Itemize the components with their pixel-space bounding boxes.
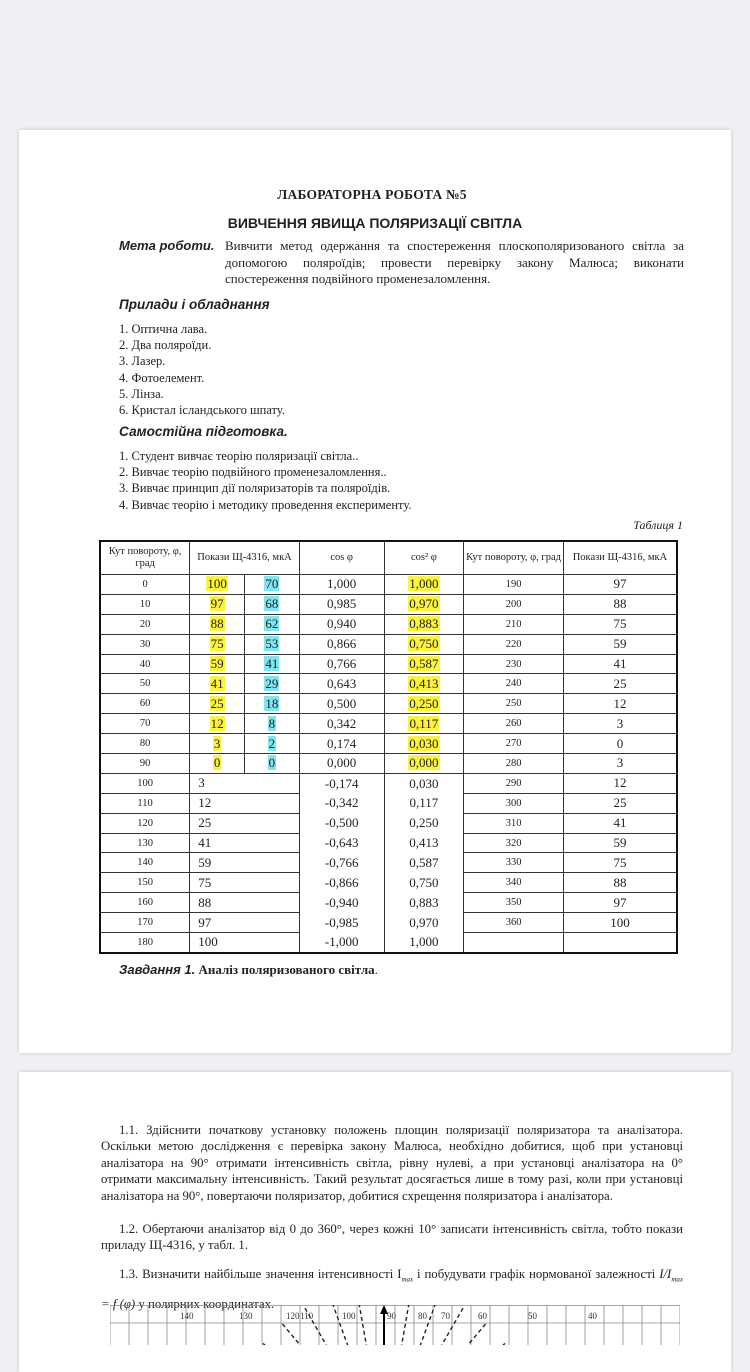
cell-angle-2: 290 — [464, 773, 564, 793]
highlight-cyan: 2 — [268, 735, 276, 751]
table-row — [100, 734, 677, 754]
cell-cos2 — [384, 913, 464, 933]
cell-reading-2 — [245, 734, 300, 754]
cos-value: -0,174 — [324, 775, 359, 791]
cell-reading-2 — [245, 614, 300, 634]
highlight-yellow: 0,030 — [409, 735, 439, 751]
table-row — [100, 634, 677, 654]
grid-angle-label: 90 — [387, 1311, 396, 1321]
table-row — [100, 654, 677, 674]
task-dot: . — [374, 962, 378, 977]
cell-reading-3: 88 — [563, 873, 677, 893]
cell-reading-3: 97 — [563, 575, 677, 595]
highlight-yellow: 3 — [213, 735, 221, 751]
cell-reading-1: 25 — [190, 813, 300, 833]
cell-angle-2: 250 — [464, 694, 564, 714]
highlight-yellow: 0,587 — [409, 656, 439, 671]
cell-angle: 40 — [100, 654, 190, 674]
header-cos2: cos² φ — [384, 541, 464, 575]
cos2-value: 0,250 — [409, 815, 439, 831]
table-row — [100, 793, 677, 813]
list-item: 3. Вивчає принцип дії поляризаторів та поляроїдів. — [119, 481, 391, 496]
cell-angle-2: 310 — [464, 813, 564, 833]
cos2-value: 0,587 — [409, 854, 439, 870]
highlight-yellow: 59 — [210, 656, 224, 671]
cell-reading-3: 3 — [563, 714, 677, 734]
aim-paragraph — [119, 238, 684, 288]
paragraph-1-2: 1.2. Обертаючи аналізатор від 0 до 360°, через кожні 10° записати інтенсивність світла, тобто покази приладу Щ-4316, у табл. 1. — [101, 1222, 683, 1253]
formula-subscript: max — [671, 1275, 683, 1284]
aim-text: Вивчити метод одержання та спостереження плоскополяризованого світла за допомогою поляроїдів; провести перевірку закону Малюса; виконати спостереження подвійного променезаломлення. — [225, 238, 684, 286]
cos-value: -0,940 — [324, 894, 359, 910]
cell-cos — [299, 873, 384, 893]
cell-cos2 — [384, 853, 464, 873]
cell-angle-2: 260 — [464, 714, 564, 734]
highlight-yellow: 25 — [210, 695, 224, 711]
grid-angle-label: 40 — [588, 1311, 597, 1321]
document-page-1 — [19, 130, 731, 1053]
document-page-2 — [19, 1072, 731, 1372]
cell-cos: 0,000 — [299, 754, 384, 774]
cell-cos2 — [384, 893, 464, 913]
cell-angle-2: 340 — [464, 873, 564, 893]
cos-value: -0,985 — [324, 914, 359, 930]
cos-value: -0,866 — [324, 874, 359, 890]
table-row — [100, 773, 677, 793]
cell-cos2 — [384, 813, 464, 833]
cos-value: -0,342 — [324, 795, 359, 811]
cell-angle: 70 — [100, 714, 190, 734]
cos2-value: 0,413 — [409, 835, 439, 851]
cell-reading-1 — [190, 654, 245, 674]
cell-cos2 — [384, 714, 464, 734]
aim-label: Мета роботи. — [119, 238, 215, 253]
table-row — [100, 594, 677, 614]
cell-cos2 — [384, 654, 464, 674]
cell-reading-1: 75 — [190, 873, 300, 893]
highlight-cyan: 8 — [268, 715, 276, 731]
cell-cos2 — [384, 614, 464, 634]
cell-reading-1 — [190, 575, 245, 595]
cell-cos — [299, 813, 384, 833]
highlight-yellow: 41 — [210, 675, 224, 691]
table-row — [100, 913, 677, 933]
highlight-cyan: 62 — [265, 616, 279, 632]
cell-reading-1: 12 — [190, 793, 300, 813]
table-row — [100, 893, 677, 913]
highlight-cyan: 18 — [265, 695, 279, 711]
cell-angle-2: 270 — [464, 734, 564, 754]
grid-angle-label: 130 — [239, 1311, 253, 1321]
cos2-value: 0,030 — [409, 775, 439, 791]
lab-work-title: ЛАБОРАТОРНА РОБОТА №5 — [277, 187, 467, 202]
table-row — [100, 714, 677, 734]
cell-angle-2: 300 — [464, 793, 564, 813]
task-text: Аналіз поляризованого світла — [198, 962, 375, 977]
cos-value: -0,766 — [324, 854, 359, 870]
cell-angle-2: 220 — [464, 634, 564, 654]
cell-angle: 0 — [100, 575, 190, 595]
cell-cos2 — [384, 734, 464, 754]
cell-reading-3: 100 — [563, 913, 677, 933]
cell-cos2 — [384, 674, 464, 694]
highlight-yellow: 75 — [210, 636, 224, 652]
cell-angle: 20 — [100, 614, 190, 634]
cell-angle: 150 — [100, 873, 190, 893]
cell-angle-2 — [464, 933, 564, 953]
cell-reading-3: 97 — [563, 893, 677, 913]
cell-angle: 140 — [100, 853, 190, 873]
cell-angle-2: 210 — [464, 614, 564, 634]
cell-cos: 0,174 — [299, 734, 384, 754]
table-row — [100, 813, 677, 833]
cell-angle: 160 — [100, 893, 190, 913]
table-row — [100, 833, 677, 853]
cell-cos2 — [384, 634, 464, 654]
preparation-heading: Самостійна підготовка. — [119, 424, 288, 439]
cell-reading-3: 25 — [563, 674, 677, 694]
cell-angle: 120 — [100, 813, 190, 833]
cell-angle-2: 330 — [464, 853, 564, 873]
equipment-list — [119, 321, 285, 418]
cos2-value: 1,000 — [409, 934, 439, 950]
cell-reading-2 — [245, 714, 300, 734]
imax-subscript: max — [401, 1275, 414, 1284]
header-angle: Кут повороту, φ, град — [100, 541, 190, 575]
cell-cos: 1,000 — [299, 575, 384, 595]
highlight-cyan: 0 — [268, 755, 276, 771]
cell-reading-2 — [245, 634, 300, 654]
cell-reading-1: 97 — [190, 913, 300, 933]
cell-reading-3: 41 — [563, 813, 677, 833]
list-item: 1. Студент вивчає теорію поляризації світла.. — [119, 449, 359, 463]
cell-reading-1 — [190, 634, 245, 654]
cos-value: -0,500 — [324, 815, 359, 831]
cell-cos — [299, 833, 384, 853]
cell-cos: 0,866 — [299, 634, 384, 654]
cell-cos: 0,500 — [299, 694, 384, 714]
cell-reading-1 — [190, 674, 245, 694]
cell-cos: 0,985 — [299, 594, 384, 614]
cell-angle-2: 190 — [464, 575, 564, 595]
highlight-cyan: 68 — [265, 596, 279, 612]
highlight-cyan: 41 — [265, 656, 279, 671]
cell-reading-1 — [190, 714, 245, 734]
cell-angle: 170 — [100, 913, 190, 933]
grid-angle-label: 120 — [286, 1311, 300, 1321]
cell-reading-3: 25 — [563, 793, 677, 813]
cos-value: -0,643 — [324, 835, 359, 851]
equipment-heading: Прилади і обладнання — [119, 297, 270, 312]
cell-cos2 — [384, 754, 464, 774]
cell-reading-1 — [190, 754, 245, 774]
highlight-yellow: 0,117 — [409, 715, 439, 731]
highlight-yellow: 1,000 — [409, 576, 439, 592]
cell-cos2 — [384, 793, 464, 813]
cell-cos — [299, 933, 384, 953]
cell-reading-3: 88 — [563, 594, 677, 614]
p13-text-a: 1.3. Визначити найбільше значення інтенсивності I — [119, 1267, 402, 1281]
cell-angle: 80 — [100, 734, 190, 754]
cell-reading-2 — [245, 654, 300, 674]
list-item: 2. Вивчає теорію подвійного променезаломлення.. — [119, 465, 387, 480]
list-item: 5. Лінза. — [119, 386, 164, 401]
formula-part-2: = f (φ) — [101, 1296, 136, 1311]
highlight-yellow: 100 — [207, 576, 227, 592]
cell-angle-2: 240 — [464, 674, 564, 694]
grid-angle-label: 50 — [528, 1311, 537, 1321]
cell-reading-3 — [563, 933, 677, 953]
cell-reading-2 — [245, 694, 300, 714]
cell-reading-1: 41 — [190, 833, 300, 853]
paragraph-1-1: 1.1. Здійснити початкову установку положень площин поляризації поляризатора та аналізатора. Оскільки метою дослідження є перевірка закону Малюса, необхідно добитися, щоб при установці аналізатора на 90° отримати інтенсивність світла, рівну нулеві, а при установці аналізатора на 0° отримати максимальну інтенсивність. Такий результат досягається лише в тому разі, коли при установці аналізатора на 90°, повертаючи поляризатор, добитися схрещення поляризатора і аналізатора. — [101, 1123, 683, 1203]
cos2-value: 0,883 — [409, 894, 439, 910]
cell-reading-3: 3 — [563, 754, 677, 774]
p13-text-c: у полярних координатах. — [135, 1296, 275, 1311]
cell-reading-1 — [190, 694, 245, 714]
cell-angle-2: 230 — [464, 654, 564, 674]
list-item: 6. Кристал ісландського шпату. — [119, 403, 285, 418]
p13-text-b: і побудувати графік нормованої залежності — [413, 1267, 660, 1281]
list-item: 1. Оптична лава. — [119, 322, 208, 336]
cell-reading-1: 88 — [190, 893, 300, 913]
cell-angle: 100 — [100, 773, 190, 793]
cell-cos2 — [384, 594, 464, 614]
cell-cos: 0,766 — [299, 654, 384, 674]
highlight-yellow: 88 — [210, 616, 224, 632]
list-item: 3. Лазер. — [119, 354, 166, 369]
list-item: 2. Два поляроїди. — [119, 338, 212, 353]
table-row — [100, 754, 677, 774]
table-row — [100, 694, 677, 714]
grid-angle-label: 110 — [300, 1311, 314, 1321]
cell-cos — [299, 853, 384, 873]
highlight-yellow: 97 — [210, 596, 224, 612]
cell-cos2 — [384, 833, 464, 853]
cell-cos: 0,643 — [299, 674, 384, 694]
cell-cos — [299, 893, 384, 913]
cell-reading-3: 75 — [563, 853, 677, 873]
cell-angle-2: 280 — [464, 754, 564, 774]
cell-cos — [299, 793, 384, 813]
highlight-cyan: 29 — [265, 675, 279, 691]
cos2-value: 0,750 — [409, 874, 439, 890]
grid-angle-label: 60 — [478, 1311, 487, 1321]
cell-angle: 30 — [100, 634, 190, 654]
highlight-cyan: 53 — [265, 636, 279, 652]
table-header-row — [100, 541, 677, 575]
cell-angle-2: 360 — [464, 913, 564, 933]
cell-angle: 110 — [100, 793, 190, 813]
table-row — [100, 674, 677, 694]
cell-cos2 — [384, 933, 464, 953]
cell-cos — [299, 773, 384, 793]
table-caption: Таблиця 1 — [633, 518, 683, 532]
cell-reading-3: 59 — [563, 634, 677, 654]
highlight-cyan: 70 — [265, 576, 279, 592]
cell-cos2 — [384, 873, 464, 893]
cell-reading-2 — [245, 594, 300, 614]
cell-reading-3: 12 — [563, 694, 677, 714]
highlight-yellow: 0,000 — [409, 755, 439, 771]
cell-reading-2 — [245, 575, 300, 595]
cell-reading-1: 100 — [190, 933, 300, 953]
cell-angle: 10 — [100, 594, 190, 614]
cell-reading-2 — [245, 754, 300, 774]
header-angle-2: Кут повороту, φ, град — [464, 541, 564, 575]
cell-reading-1 — [190, 614, 245, 634]
highlight-yellow: 0,250 — [409, 695, 439, 711]
cell-reading-3: 59 — [563, 833, 677, 853]
cell-cos2 — [384, 694, 464, 714]
highlight-yellow: 0,883 — [409, 616, 439, 632]
task-1-heading — [119, 962, 378, 978]
grid-angle-label: 140 — [180, 1311, 194, 1321]
cell-angle: 130 — [100, 833, 190, 853]
table-row — [100, 575, 677, 595]
task-label: Завдання 1. — [119, 962, 196, 977]
formula-part-1: I/I — [659, 1267, 672, 1281]
grid-angle-label: 80 — [418, 1311, 427, 1321]
cell-angle-2: 350 — [464, 893, 564, 913]
table-row — [100, 853, 677, 873]
highlight-yellow: 0,970 — [409, 596, 439, 612]
cell-cos2 — [384, 575, 464, 595]
cell-reading-1: 59 — [190, 853, 300, 873]
header-cos: cos φ — [299, 541, 384, 575]
highlight-yellow: 0 — [213, 755, 221, 771]
grid-angle-label: 70 — [441, 1311, 450, 1321]
grid-angle-label: 100 — [342, 1311, 356, 1321]
cell-reading-3: 12 — [563, 773, 677, 793]
cell-angle: 90 — [100, 754, 190, 774]
table-row — [100, 614, 677, 634]
cell-reading-3: 0 — [563, 734, 677, 754]
cell-angle: 60 — [100, 694, 190, 714]
polar-grid-figure — [110, 1305, 680, 1345]
cell-angle: 50 — [100, 674, 190, 694]
list-item: 4. Вивчає теорію і методику проведення експерименту. — [119, 497, 412, 512]
cell-reading-2 — [245, 674, 300, 694]
cos2-value: 0,117 — [409, 795, 439, 811]
cell-angle: 180 — [100, 933, 190, 953]
cell-reading-1 — [190, 594, 245, 614]
table-row — [100, 933, 677, 953]
cell-cos: 0,342 — [299, 714, 384, 734]
header-readings: Покази Щ-4316, мкА — [190, 541, 300, 575]
highlight-yellow: 0,750 — [409, 636, 439, 652]
cell-reading-3: 41 — [563, 654, 677, 674]
list-item: 4. Фотоелемент. — [119, 370, 205, 385]
cell-reading-3: 75 — [563, 614, 677, 634]
cell-cos — [299, 913, 384, 933]
cos-value: -1,000 — [324, 934, 359, 950]
highlight-yellow: 12 — [210, 715, 224, 731]
cell-cos: 0,940 — [299, 614, 384, 634]
cell-reading-1: 3 — [190, 773, 300, 793]
cell-reading-1 — [190, 734, 245, 754]
main-title: ВИВЧЕННЯ ЯВИЩА ПОЛЯРИЗАЦІЇ СВІТЛА — [227, 215, 523, 231]
highlight-yellow: 0,413 — [409, 675, 439, 691]
cos2-value: 0,970 — [409, 914, 439, 930]
preparation-list — [119, 448, 411, 513]
header-readings-2: Покази Щ-4316, мкА — [563, 541, 677, 575]
cell-angle-2: 200 — [464, 594, 564, 614]
measurement-table — [99, 540, 678, 954]
table-row — [100, 873, 677, 893]
cell-angle-2: 320 — [464, 833, 564, 853]
cell-cos2 — [384, 773, 464, 793]
